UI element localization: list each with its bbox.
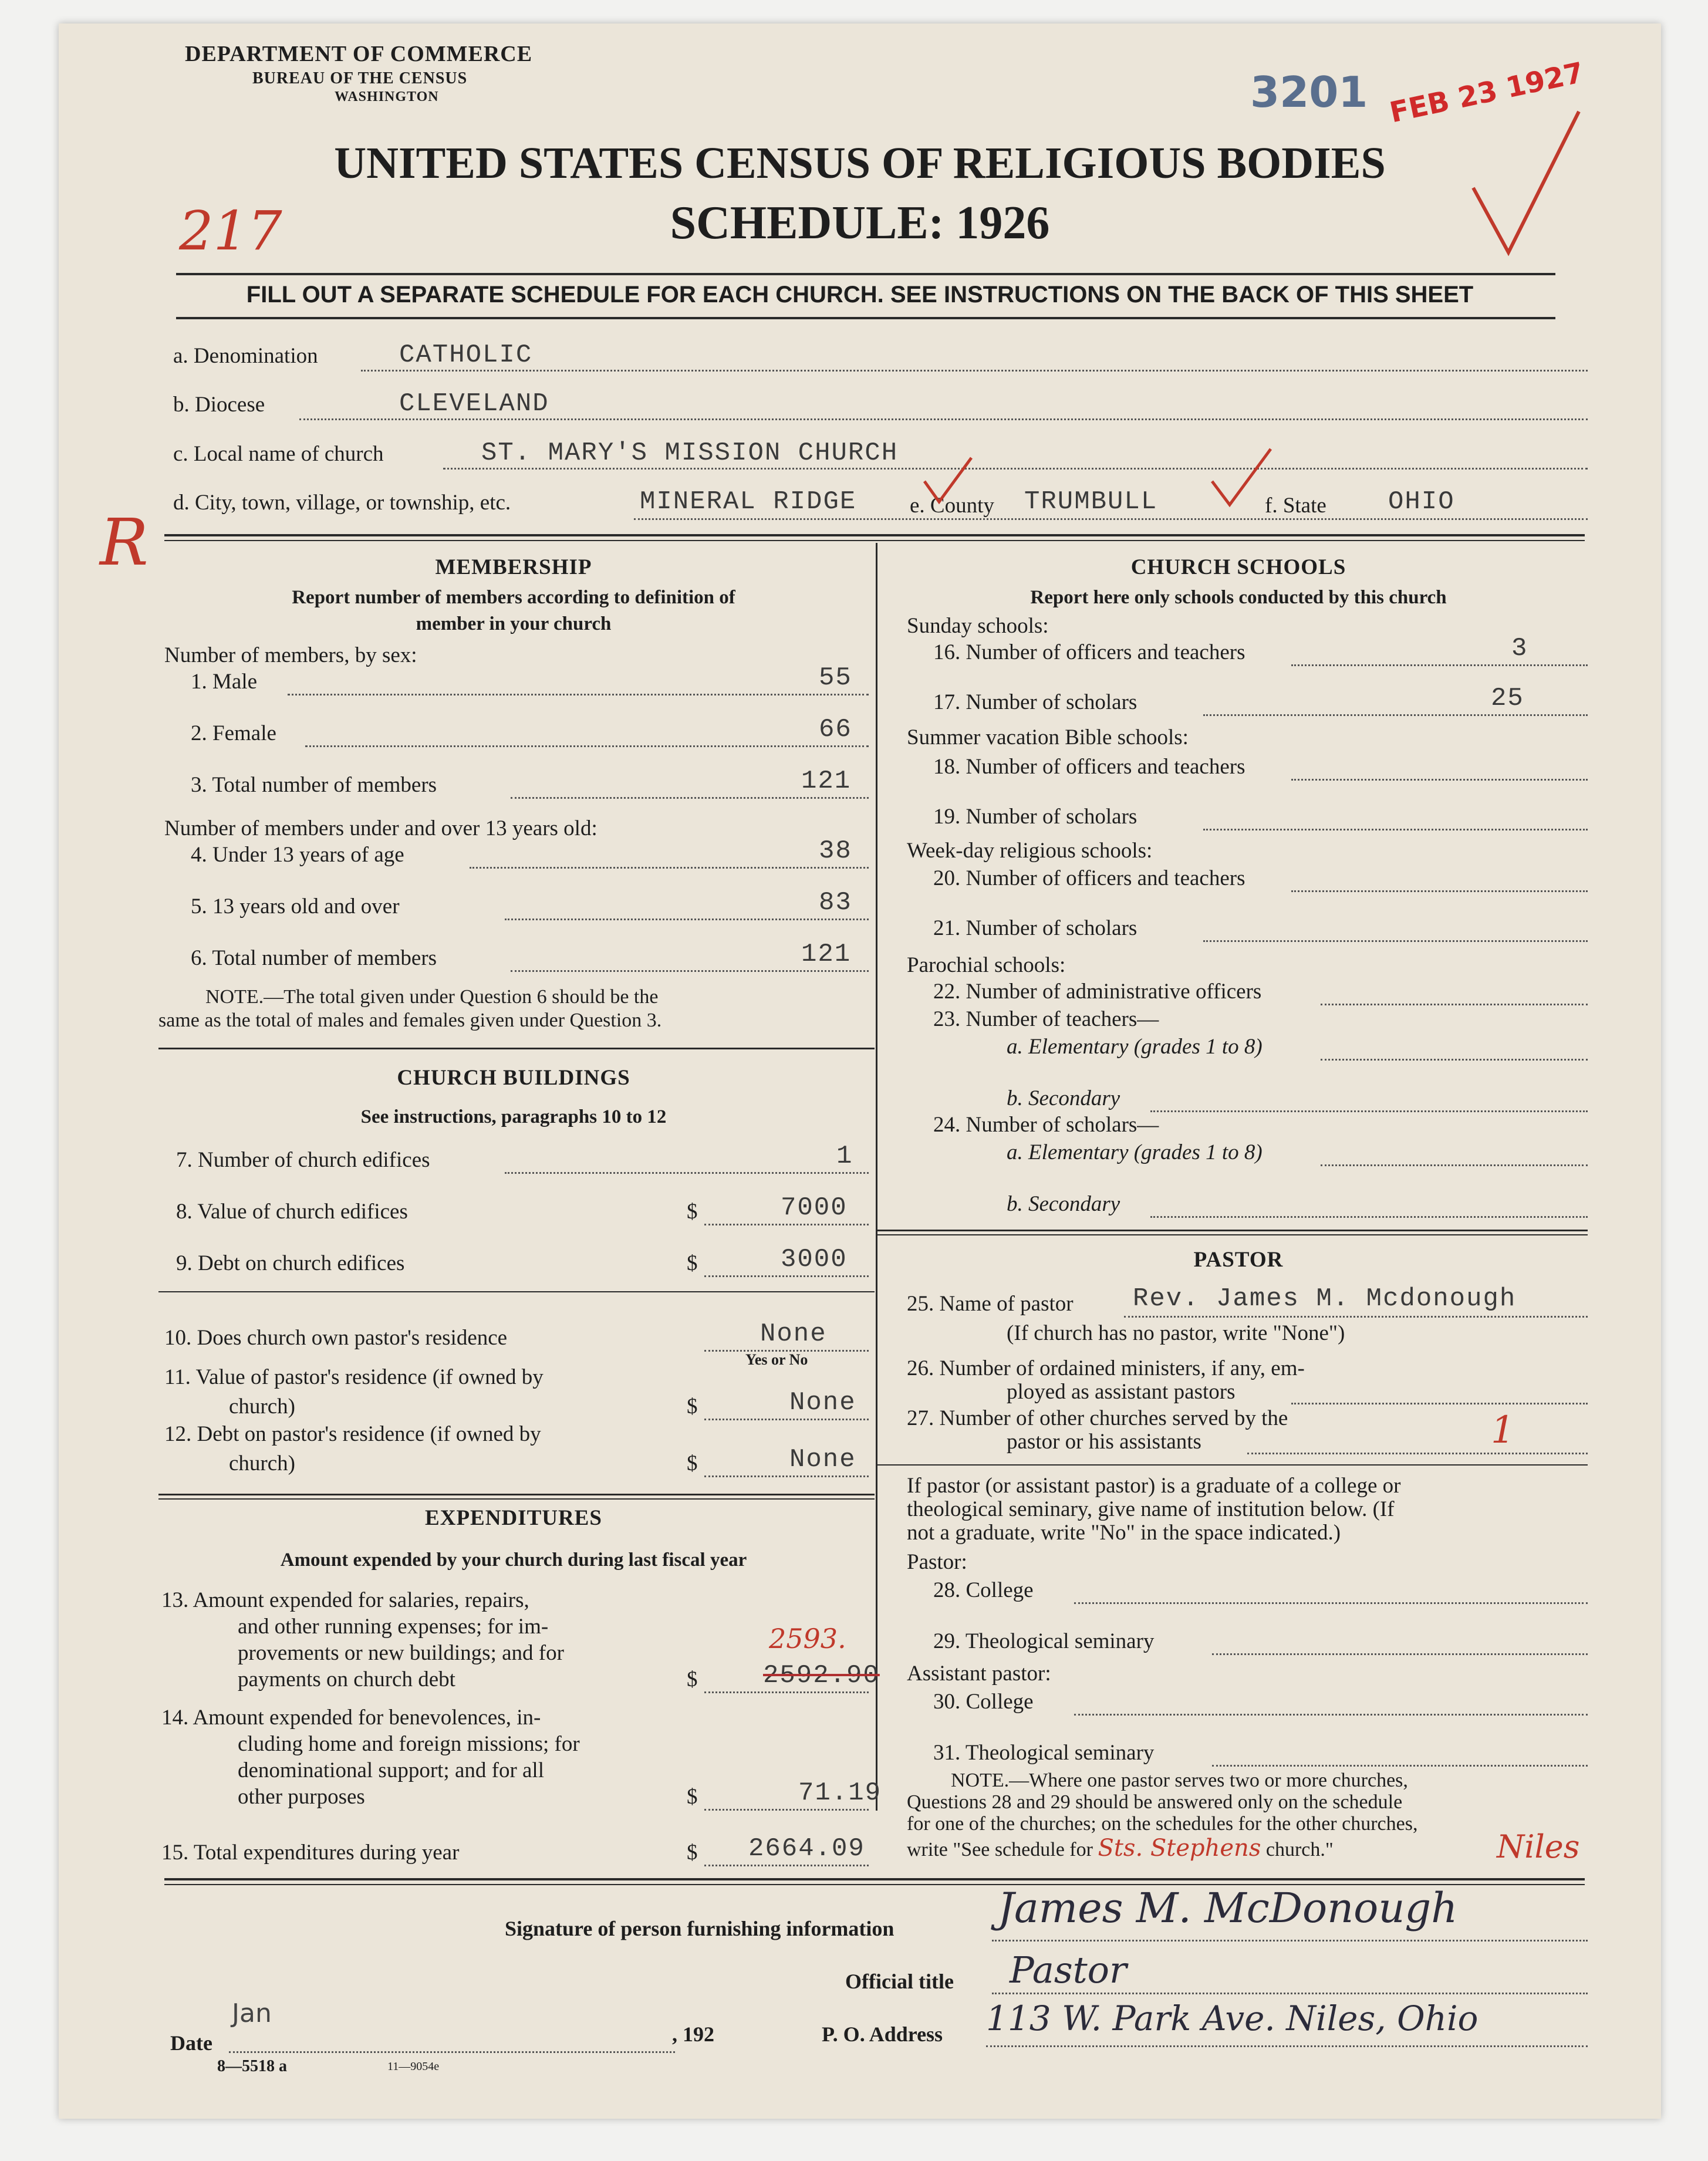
members-by-age: Number of members under and over 13 years old: <box>164 816 598 840</box>
q27-line-2: pastor or his assistants <box>1007 1430 1201 1454</box>
denomination-label: a. Denomination <box>173 344 318 368</box>
q10-label: 10. Does church own pastor's residence <box>164 1326 508 1350</box>
q2-value: 66 <box>819 715 852 744</box>
q29-label: 29. Theological seminary <box>933 1629 1155 1653</box>
q12-dollar: $ <box>687 1451 698 1475</box>
q14-line-4: other purposes <box>238 1785 365 1809</box>
q25-hint: (If church has no pastor, write "None") <box>1007 1321 1345 1345</box>
weekday-schools: Week-day religious schools: <box>907 839 1153 863</box>
vacation-schools: Summer vacation Bible schools: <box>907 725 1189 749</box>
q11-value: None <box>789 1388 856 1417</box>
q30-label: 30. College <box>933 1690 1034 1714</box>
q18-label: 18. Number of officers and teachers <box>933 755 1245 779</box>
membership-note-1: NOTE.—The total given under Question 6 should be the <box>205 986 659 1008</box>
q31-label: 31. Theological seminary <box>933 1741 1155 1765</box>
q3-label: 3. Total number of members <box>191 773 437 797</box>
checkmark-icon <box>1467 94 1585 270</box>
state-value: OHIO <box>1388 487 1455 516</box>
official-title-label: Official title <box>845 1970 954 1993</box>
q5-label: 5. 13 years old and over <box>191 894 400 919</box>
q25-label: 25. Name of pastor <box>907 1292 1074 1316</box>
membership-note-2: same as the total of males and females given under Question 3. <box>158 1009 662 1031</box>
q5-value: 83 <box>819 888 852 917</box>
q10-value: None <box>760 1319 827 1349</box>
q27-value: 1 <box>1491 1409 1515 1452</box>
pastor-note-4 <box>907 1835 1334 1862</box>
q15-dollar: $ <box>687 1841 698 1865</box>
q25-value: Rev. James M. Mcdonough <box>1133 1284 1517 1314</box>
instructions-banner: FILL OUT A SEPARATE SCHEDULE FOR EACH CHURCH. SEE INSTRUCTIONS ON THE BACK OF THIS SHEET <box>246 282 1474 308</box>
checkmark-icon <box>1209 446 1274 511</box>
buildings-intro: See instructions, paragraphs 10 to 12 <box>360 1106 667 1127</box>
q11-label-1: 11. Value of pastor's residence (if owned by <box>164 1365 544 1389</box>
q8-value: 7000 <box>781 1193 848 1223</box>
diocese-value: CLEVELAND <box>399 389 549 418</box>
q13-line-2: and other running expenses; for im- <box>238 1615 549 1639</box>
q13-line-4: payments on church debt <box>238 1667 455 1691</box>
q16-value: 3 <box>1511 634 1528 663</box>
assistant-subheading: Assistant pastor: <box>907 1662 1051 1686</box>
q13-line-1: 13. Amount expended for salaries, repairs, <box>161 1588 529 1612</box>
received-date-stamp: FEB 23 1927 <box>1386 56 1587 130</box>
q23b-label: b. Secondary <box>1007 1086 1120 1110</box>
pastor-note-2: Questions 28 and 29 should be answered only on the schedule <box>907 1791 1403 1813</box>
q1-value: 55 <box>819 663 852 693</box>
parochial-schools: Parochial schools: <box>907 953 1066 977</box>
form-subtitle: SCHEDULE: 1926 <box>670 197 1050 249</box>
q11-label-2: church) <box>229 1394 295 1419</box>
q26-line-1: 26. Number of ordained ministers, if any, em- <box>907 1356 1305 1380</box>
q27-line-1: 27. Number of other churches served by the <box>907 1406 1288 1430</box>
q26-line-2: ployed as assistant pastors <box>1007 1380 1236 1404</box>
q20-label: 20. Number of officers and teachers <box>933 866 1245 890</box>
q14-line-1: 14. Amount expended for benevolences, in- <box>161 1706 541 1730</box>
expenditures-intro: Amount expended by your church during last fiscal year <box>280 1549 747 1571</box>
dept-line-2: BUREAU OF THE CENSUS <box>252 69 468 87</box>
church-name-label: c. Local name of church <box>173 442 384 466</box>
q13-dollar: $ <box>687 1667 698 1691</box>
schools-intro: Report here only schools conducted by this church <box>1030 587 1447 608</box>
members-by-sex: Number of members, by sex: <box>164 643 417 667</box>
graduate-instruction-2: theological seminary, give name of institution below. (If <box>907 1497 1395 1521</box>
dept-line-3: WASHINGTON <box>335 89 439 104</box>
checkmark-icon <box>921 455 974 508</box>
print-code: 11—9054e <box>387 2060 440 2073</box>
city-value: MINERAL RIDGE <box>640 487 857 516</box>
q14-dollar: $ <box>687 1785 698 1809</box>
form-title: UNITED STATES CENSUS OF RELIGIOUS BODIES <box>334 139 1386 188</box>
q6-label: 6. Total number of members <box>191 946 437 970</box>
sunday-schools: Sunday schools: <box>907 614 1049 638</box>
city-label: d. City, town, village, or township, etc. <box>173 491 511 515</box>
q23a-label: a. Elementary (grades 1 to 8) <box>1007 1035 1263 1059</box>
q28-label: 28. College <box>933 1578 1034 1602</box>
date-label: Date <box>170 2031 212 2055</box>
q7-value: 1 <box>836 1142 853 1171</box>
census-schedule-sheet <box>59 23 1661 2119</box>
q3-value: 121 <box>801 767 852 796</box>
county-label: e. County <box>910 494 994 518</box>
q17-value: 25 <box>1491 684 1524 713</box>
q14-line-2: cluding home and foreign missions; for <box>238 1732 580 1756</box>
diocese-label: b. Diocese <box>173 393 265 417</box>
graduate-instruction-1: If pastor (or assistant pastor) is a graduate of a college or <box>907 1474 1401 1498</box>
date-value: Jan <box>232 1998 272 2028</box>
q15-label: 15. Total expenditures during year <box>161 1841 460 1865</box>
q12-value: None <box>789 1445 856 1474</box>
q1-label: 1. Male <box>191 670 258 694</box>
q10-hint: Yes or No <box>745 1351 808 1368</box>
signature-value: James M. McDonough <box>998 1884 1458 1932</box>
serial-number: 3201 <box>1250 67 1368 117</box>
q24b-label: b. Secondary <box>1007 1192 1120 1216</box>
buildings-heading: CHURCH BUILDINGS <box>397 1066 630 1090</box>
q24a-label: a. Elementary (grades 1 to 8) <box>1007 1140 1263 1164</box>
handwritten-mark: 217 <box>179 200 282 262</box>
q8-dollar: $ <box>687 1200 698 1224</box>
q9-value: 3000 <box>781 1245 848 1274</box>
q13-correction: 2593. <box>769 1623 846 1654</box>
note-fill-church: Sts. Stephens <box>1098 1835 1261 1862</box>
q14-line-3: denominational support; and for all <box>238 1758 544 1782</box>
q21-label: 21. Number of scholars <box>933 916 1137 940</box>
pastor-heading: PASTOR <box>1193 1248 1284 1272</box>
q9-dollar: $ <box>687 1251 698 1275</box>
q13-value: 2592.90 <box>763 1661 880 1690</box>
note-margin-city: Niles <box>1497 1828 1580 1865</box>
q12-label-1: 12. Debt on pastor's residence (if owned by <box>164 1422 541 1446</box>
membership-intro-2: member in your church <box>416 613 612 634</box>
pastor-note-1: NOTE.—Where one pastor serves two or more churches, <box>951 1770 1408 1791</box>
margin-mark: R <box>100 505 148 580</box>
county-value: TRUMBULL <box>1024 487 1158 516</box>
q23-label: 23. Number of teachers— <box>933 1007 1159 1031</box>
official-title-value: Pastor <box>1010 1949 1127 1991</box>
q22-label: 22. Number of administrative officers <box>933 980 1262 1004</box>
expenditures-heading: EXPENDITURES <box>425 1506 602 1530</box>
q16-label: 16. Number of officers and teachers <box>933 640 1245 664</box>
q14-value: 71.19 <box>798 1778 882 1808</box>
q9-label: 9. Debt on church edifices <box>176 1251 405 1275</box>
state-label: f. State <box>1265 494 1326 518</box>
q13-line-3: provements or new buildings; and for <box>238 1641 564 1665</box>
q15-value: 2664.09 <box>748 1834 865 1863</box>
membership-intro-1: Report number of members according to definition of <box>292 587 735 608</box>
q11-dollar: $ <box>687 1394 698 1419</box>
pastor-note-3: for one of the churches; on the schedules for the other churches, <box>907 1813 1418 1835</box>
form-number: 8—5518 a <box>217 2057 287 2075</box>
q7-label: 7. Number of church edifices <box>176 1148 430 1172</box>
q12-label-2: church) <box>229 1451 295 1475</box>
q19-label: 19. Number of scholars <box>933 805 1137 829</box>
membership-heading: MEMBERSHIP <box>435 555 592 579</box>
graduate-instruction-3: not a graduate, write "No" in the space indicated.) <box>907 1521 1341 1545</box>
pastor-note-4a: write "See schedule for <box>907 1839 1093 1861</box>
signature-label: Signature of person furnishing information <box>505 1917 894 1940</box>
q4-value: 38 <box>819 836 852 866</box>
date-year: , 192 <box>672 2022 714 2046</box>
denomination-value: CATHOLIC <box>399 340 533 370</box>
dept-line-1: DEPARTMENT OF COMMERCE <box>185 42 533 66</box>
pastor-subheading: Pastor: <box>907 1550 967 1574</box>
q2-label: 2. Female <box>191 721 276 745</box>
address-label: P. O. Address <box>822 2022 943 2046</box>
q6-value: 121 <box>801 940 852 969</box>
address-value: 113 W. Park Ave. Niles, Ohio <box>986 1998 1479 2038</box>
q4-label: 4. Under 13 years of age <box>191 843 404 867</box>
church-name-value: ST. MARY'S MISSION CHURCH <box>481 438 899 468</box>
q8-label: 8. Value of church edifices <box>176 1200 408 1224</box>
schools-heading: CHURCH SCHOOLS <box>1130 555 1346 579</box>
q17-label: 17. Number of scholars <box>933 690 1137 714</box>
pastor-note-4b: church." <box>1265 1839 1334 1861</box>
q24-label: 24. Number of scholars— <box>933 1113 1159 1137</box>
